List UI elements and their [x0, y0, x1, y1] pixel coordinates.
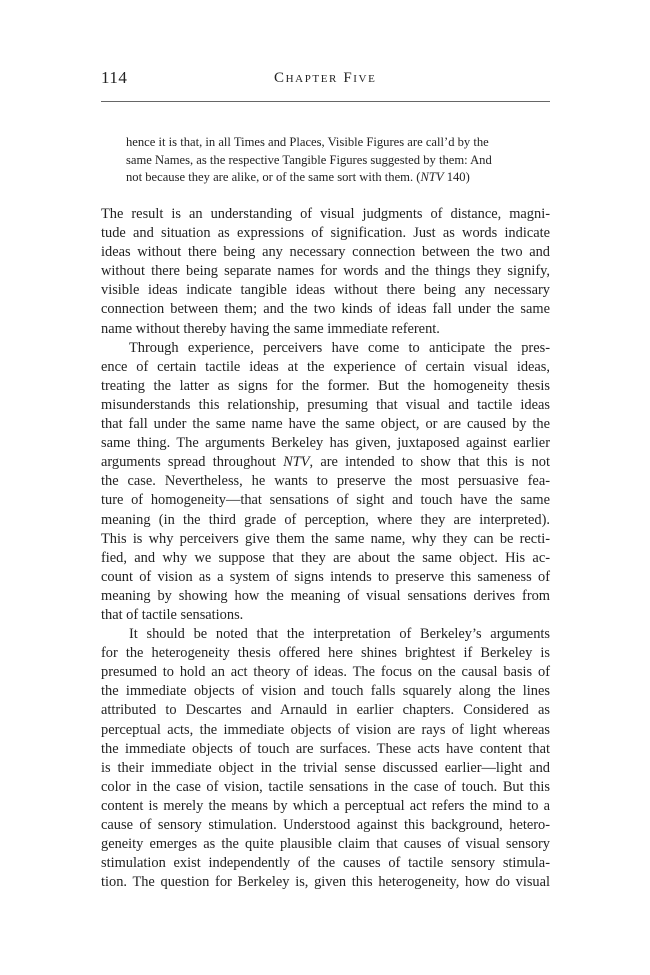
text-line: tion. The question for Berkeley is, given this heterogeneity, how do visual [101, 874, 550, 891]
text-line: attributed to Descartes and Arnauld in earlier chapters. Considered as [101, 702, 550, 719]
text-line: ence of certain tactile ideas at the experience of certain visual ideas, [101, 358, 550, 375]
quote-line: hence it is that, in all Times and Places, Visible Figures are call’d by the [126, 135, 489, 149]
text-line: same thing. The arguments Berkeley has given, juxtaposed against earlier [101, 435, 550, 452]
paragraph [101, 339, 550, 625]
text-line: meaning (in the third grade of perception, where they are interpreted). [101, 511, 550, 528]
block-quote [126, 134, 530, 187]
body-text [101, 205, 550, 892]
text-line: perceptual acts, the immediate objects of vision are rays of light whereas [101, 721, 550, 738]
text-line: stimulation exist independently of the causes of tactile sensory stimula- [101, 855, 550, 872]
text-line: fied, and why we suppose that they are about the same object. His ac- [101, 549, 550, 566]
running-header [101, 68, 550, 92]
header-rule [101, 101, 550, 102]
text-line: arguments spread throughout NTV, are intended to show that this is not [101, 454, 550, 471]
text-line: ture of homogeneity—that sensations of sight and touch have the same [101, 492, 550, 509]
text-line: geneity emerges as the quite plausible claim that causes of visual sensory [101, 836, 550, 853]
text-line: is their immediate object in the trivial sense discussed earlier—light and [101, 759, 550, 776]
text-line: It should be noted that the interpretation of Berkeley’s arguments [129, 626, 550, 643]
paragraph [101, 205, 550, 339]
text-line: that of tactile sensations. [101, 606, 244, 623]
work-title: NTV [283, 454, 310, 471]
text-line: treating the latter as signs for the former. But the homogeneity thesis [101, 377, 550, 394]
text-line: count of vision as a system of signs intends to preserve this sameness of [101, 568, 550, 585]
text-line: name without thereby having the same immediate referent. [101, 320, 440, 337]
text-line: without there being separate names for words and the things they signify, [101, 263, 550, 280]
quote-line: not because they are alike, or of the same sort with them. (NTV 140) [126, 170, 470, 184]
text-line: The result is an understanding of visual judgments of distance, magni- [101, 206, 550, 222]
text-line: cause of sensory stimulation. Understood against this background, hetero- [101, 817, 550, 833]
text-line: misunderstands this relationship, presuming that visual and tactile ideas [101, 396, 550, 413]
page-number: 114 [101, 68, 128, 87]
text-line: content is merely the means by which a perceptual act refers the mind to a [101, 797, 550, 814]
text-line: the immediate objects of vision and touch falls squarely along the lines [101, 683, 550, 700]
text-line: Through experience, perceivers have come to anticipate the pres- [129, 339, 550, 356]
quote-line: same Names, as the respective Tangible Figures suggested by them: And [126, 152, 492, 167]
chapter-title: Chapter Five [274, 70, 377, 86]
text-line: ideas without there being any necessary connection between the two and [101, 244, 550, 261]
text-line: presumed to hold an act theory of ideas. The focus on the causal basis of [101, 664, 550, 681]
text-line: color in the case of vision, tactile sensations in the case of touch. But this [101, 778, 550, 795]
text-line: meaning by showing how the meaning of visual sensations derives from [101, 587, 550, 604]
text-line: connection between them; and the two kinds of ideas fall under the same [101, 301, 550, 318]
text-line: This is why perceivers give them the same name, why they can be recti- [101, 530, 550, 547]
text-line: for the heterogeneity thesis offered here shines brightest if Berkeley is [101, 645, 550, 662]
text-line: the case. Nevertheless, he wants to preserve the most persuasive fea- [101, 473, 550, 490]
paragraph [101, 625, 550, 892]
text-line: that fall under the same name have the same object, or are caused by the [101, 416, 550, 433]
text-line: the immediate objects of touch are surfaces. These acts have content that [101, 740, 550, 757]
text-line: visible ideas indicate tangible ideas without there being any necessary [101, 282, 550, 299]
citation-work: NTV [420, 170, 444, 184]
text-line: tude and situation as expressions of signification. Just as words indicate [101, 225, 550, 242]
